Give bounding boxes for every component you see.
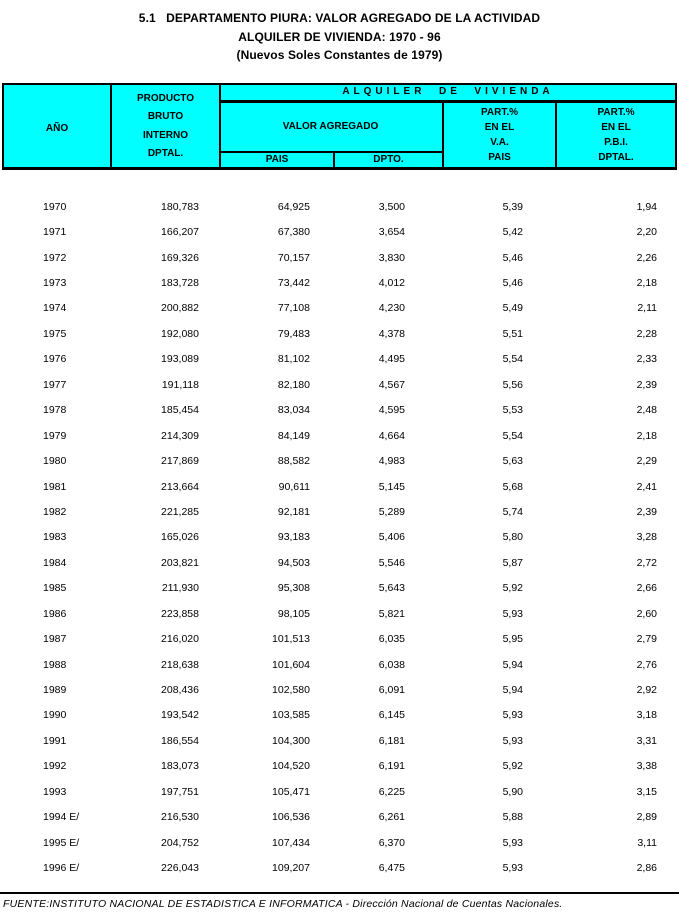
title-block: [0, 9, 679, 65]
cell-va-dpto: 4,012: [378, 277, 405, 290]
cell-year: 1980: [43, 455, 67, 468]
cell-va-pais: 92,181: [277, 505, 310, 518]
table-row: [0, 855, 679, 880]
cell-va-pais: 95,308: [277, 582, 310, 595]
cell-va-pais: 84,149: [277, 429, 310, 442]
table-row: [0, 830, 679, 855]
cell-part-va: 5,93: [502, 709, 523, 722]
cell-pbi: 200,882: [161, 302, 199, 315]
table-row: [0, 423, 679, 448]
column-header-line: EN EL: [484, 122, 515, 133]
cell-va-pais: 79,483: [277, 327, 310, 340]
cell-va-dpto: 3,500: [378, 200, 405, 213]
cell-va-pais: 94,503: [277, 556, 310, 569]
cell-year: 1972: [43, 251, 67, 264]
cell-part-pbi: 2,89: [636, 811, 657, 824]
cell-part-va: 5,46: [502, 251, 523, 264]
cell-va-pais: 73,442: [277, 277, 310, 290]
table-row: [0, 550, 679, 575]
column-header-dpto: DPTO.: [373, 154, 404, 165]
table-row: [0, 398, 679, 423]
cell-va-pais: 98,105: [277, 607, 310, 620]
table-row: [0, 728, 679, 753]
cell-part-pbi: 3,28: [636, 531, 657, 544]
cell-year: 1990: [43, 709, 67, 722]
cell-pbi: 166,207: [161, 226, 199, 239]
cell-part-pbi: 2,60: [636, 607, 657, 620]
cell-part-pbi: 3,38: [636, 760, 657, 773]
cell-va-dpto: 6,145: [378, 709, 405, 722]
table-row: [0, 805, 679, 830]
cell-va-pais: 82,180: [277, 378, 310, 391]
cell-va-pais: 93,183: [277, 531, 310, 544]
cell-va-dpto: 6,370: [378, 836, 405, 849]
cell-va-dpto: 4,983: [378, 455, 405, 468]
cell-part-va: 5,90: [502, 785, 523, 798]
cell-part-va: 5,93: [502, 862, 523, 875]
cell-year: 1977: [43, 378, 67, 391]
cell-pbi: 216,020: [161, 633, 199, 646]
column-header-part-va: [444, 103, 555, 167]
table-row: [0, 270, 679, 295]
cell-part-pbi: 2,39: [636, 378, 657, 391]
cell-part-pbi: 3,11: [637, 836, 657, 849]
cell-year: 1984: [43, 556, 67, 569]
cell-pbi: 204,752: [161, 836, 199, 849]
cell-va-pais: 104,520: [272, 760, 310, 773]
cell-pbi: 165,026: [161, 531, 199, 544]
column-header-line: PAIS: [488, 152, 511, 163]
cell-va-dpto: 5,643: [378, 582, 405, 595]
cell-year: 1975: [43, 327, 67, 340]
column-header-line: PART.%: [480, 107, 519, 118]
cell-pbi: 226,043: [161, 862, 199, 875]
cell-part-pbi: 3,18: [636, 709, 657, 722]
cell-year: 1983: [43, 531, 67, 544]
cell-va-pais: 70,157: [277, 251, 310, 264]
table-row: [0, 474, 679, 499]
cell-part-pbi: 2,41: [636, 480, 657, 493]
column-header-line: DPTAL.: [147, 148, 184, 160]
column-header-line: INTERNO: [143, 129, 188, 141]
cell-va-dpto: 6,225: [378, 785, 405, 798]
cell-pbi: 193,542: [161, 709, 199, 722]
cell-va-dpto: 3,654: [378, 226, 405, 239]
cell-part-va: 5,53: [502, 404, 523, 417]
cell-pbi: 191,118: [161, 378, 199, 391]
table-row: [0, 499, 679, 524]
cell-part-va: 5,51: [502, 327, 523, 340]
cell-va-dpto: 4,378: [378, 327, 405, 340]
cell-part-va: 5,93: [502, 836, 523, 849]
cell-year: 1981: [43, 480, 67, 493]
cell-pbi: 169,326: [161, 251, 199, 264]
cell-pbi: 221,285: [161, 505, 199, 518]
cell-part-va: 5,92: [502, 760, 523, 773]
cell-pbi: 203,821: [161, 556, 199, 569]
cell-year: 1971: [43, 226, 67, 239]
column-header-line: P.B.I.: [604, 137, 628, 148]
cell-year: 1995 E/: [43, 836, 80, 849]
cell-year: 1994 E/: [43, 811, 80, 824]
cell-pbi: 186,554: [161, 734, 199, 747]
cell-pbi: 185,454: [161, 404, 199, 417]
table-row: [0, 448, 679, 473]
cell-part-va: 5,56: [502, 378, 523, 391]
cell-va-pais: 104,300: [272, 734, 310, 747]
cell-part-pbi: 2,29: [636, 455, 657, 468]
cell-year: 1986: [43, 607, 67, 620]
cell-part-pbi: 2,76: [636, 658, 657, 671]
cell-year: 1982: [43, 505, 67, 518]
cell-va-pais: 109,207: [272, 862, 310, 875]
cell-year: 1976: [43, 353, 67, 366]
cell-part-pbi: 2,11: [637, 302, 657, 315]
table-row: [0, 296, 679, 321]
cell-part-va: 5,94: [502, 658, 523, 671]
column-header-line: EN EL: [601, 122, 631, 133]
footer-rule: [0, 892, 679, 894]
table-row: [0, 652, 679, 677]
column-header-pbi: [112, 85, 219, 167]
table-row: [0, 779, 679, 804]
cell-part-va: 5,42: [502, 226, 523, 239]
cell-part-pbi: 2,18: [636, 277, 657, 290]
cell-va-dpto: 5,145: [378, 480, 405, 493]
cell-part-pbi: 2,33: [636, 353, 657, 366]
cell-year: 1985: [43, 582, 67, 595]
cell-pbi: 208,436: [161, 684, 199, 697]
cell-pbi: 223,858: [161, 607, 199, 620]
column-group-header-valor-agregado: VALOR AGREGADO: [282, 121, 379, 132]
cell-part-va: 5,74: [502, 505, 523, 518]
cell-va-dpto: 5,289: [378, 505, 405, 518]
cell-part-va: 5,68: [502, 480, 523, 493]
cell-va-pais: 64,925: [277, 200, 310, 213]
cell-part-va: 5,92: [502, 582, 523, 595]
page-title: 5.1 DEPARTAMENTO PIURA: VALOR AGREGADO DE LA ACTIVIDAD: [138, 11, 541, 25]
cell-part-pbi: 2,66: [636, 582, 657, 595]
table-row: [0, 576, 679, 601]
cell-pbi: 193,089: [161, 353, 199, 366]
cell-part-pbi: 2,92: [636, 684, 657, 697]
cell-pbi: 218,638: [161, 658, 199, 671]
cell-va-pais: 102,580: [272, 684, 310, 697]
cell-va-pais: 67,380: [277, 226, 310, 239]
cell-va-dpto: 4,230: [378, 302, 405, 315]
cell-va-dpto: 4,664: [378, 429, 405, 442]
cell-va-pais: 101,604: [272, 658, 310, 671]
cell-part-va: 5,49: [502, 302, 523, 315]
cell-part-pbi: 2,20: [636, 226, 657, 239]
cell-va-pais: 106,536: [272, 811, 310, 824]
column-header-ano: AÑO: [45, 123, 69, 134]
table-header: [2, 83, 677, 170]
cell-year: 1973: [43, 277, 67, 290]
cell-va-pais: 105,471: [272, 785, 310, 798]
cell-va-pais: 81,102: [277, 353, 310, 366]
table-row: [0, 194, 679, 219]
source-note: FUENTE:INSTITUTO NACIONAL DE ESTADISTICA E INFORMATICA - Dirección Nacional de Cuentas Nacionales.: [3, 898, 563, 910]
header-divider: [219, 151, 444, 153]
cell-year: 1996 E/: [43, 862, 80, 875]
cell-part-pbi: 3,31: [636, 734, 657, 747]
cell-pbi: 183,728: [161, 277, 199, 290]
cell-year: 1978: [43, 404, 67, 417]
cell-part-va: 5,94: [502, 684, 523, 697]
cell-year: 1989: [43, 684, 67, 697]
cell-part-pbi: 3,15: [636, 785, 657, 798]
cell-va-dpto: 5,821: [378, 607, 405, 620]
cell-va-dpto: 6,191: [378, 760, 405, 773]
column-header-line: V.A.: [490, 137, 509, 148]
cell-part-pbi: 1,94: [636, 200, 657, 213]
cell-part-va: 5,87: [502, 556, 523, 569]
cell-va-pais: 77,108: [277, 302, 310, 315]
cell-part-va: 5,93: [502, 607, 523, 620]
cell-part-va: 5,95: [502, 633, 523, 646]
cell-va-dpto: 6,091: [378, 684, 405, 697]
table-row: [0, 219, 679, 244]
column-group-header-alquiler: ALQUILER DE VIVIENDA: [342, 86, 554, 97]
cell-year: 1988: [43, 658, 67, 671]
table-row: [0, 601, 679, 626]
cell-va-pais: 107,434: [272, 836, 310, 849]
cell-year: 1993: [43, 785, 67, 798]
cell-pbi: 183,073: [161, 760, 199, 773]
cell-pbi: 180,783: [161, 200, 199, 213]
table-row: [0, 347, 679, 372]
cell-va-dpto: 6,181: [378, 734, 405, 747]
page-subtitle: ALQUILER DE VIVIENDA: 1970 - 96: [238, 29, 441, 44]
cell-va-pais: 103,585: [272, 709, 310, 722]
cell-year: 1992: [43, 760, 67, 773]
cell-part-va: 5,54: [502, 429, 523, 442]
table-row: [0, 677, 679, 702]
cell-year: 1974: [43, 302, 67, 315]
cell-year: 1970: [43, 200, 67, 213]
cell-va-dpto: 3,830: [378, 251, 405, 264]
table-body: [0, 194, 679, 881]
table-row: [0, 626, 679, 651]
table-row: [0, 372, 679, 397]
cell-va-dpto: 4,495: [378, 353, 405, 366]
page-units-note: (Nuevos Soles Constantes de 1979): [236, 48, 443, 62]
table-row: [0, 245, 679, 270]
cell-part-pbi: 2,26: [636, 251, 657, 264]
cell-part-va: 5,80: [502, 531, 523, 544]
cell-part-pbi: 2,48: [636, 404, 657, 417]
cell-part-va: 5,93: [502, 734, 523, 747]
cell-va-dpto: 6,038: [378, 658, 405, 671]
cell-part-pbi: 2,28: [636, 327, 657, 340]
cell-va-pais: 83,034: [277, 404, 310, 417]
cell-va-dpto: 4,567: [378, 378, 405, 391]
cell-year: 1991: [43, 734, 67, 747]
cell-va-pais: 90,611: [278, 480, 310, 493]
table-row: [0, 321, 679, 346]
column-header-part-pbi: [557, 103, 675, 167]
cell-va-dpto: 6,035: [378, 633, 405, 646]
column-header-line: PART.%: [597, 107, 635, 118]
cell-va-dpto: 5,406: [378, 531, 405, 544]
cell-va-dpto: 6,261: [378, 811, 405, 824]
cell-part-pbi: 2,72: [636, 556, 657, 569]
column-header-line: DPTAL.: [598, 152, 634, 163]
cell-part-va: 5,63: [502, 455, 523, 468]
cell-pbi: 192,080: [161, 327, 199, 340]
table-row: [0, 525, 679, 550]
table-row: [0, 703, 679, 728]
cell-year: 1987: [43, 633, 67, 646]
cell-year: 1979: [43, 429, 67, 442]
cell-va-pais: 88,582: [277, 455, 310, 468]
cell-va-dpto: 6,475: [378, 862, 405, 875]
column-header-pais: PAIS: [265, 154, 289, 165]
cell-part-va: 5,54: [502, 353, 523, 366]
cell-part-pbi: 2,79: [636, 633, 657, 646]
cell-pbi: 213,664: [161, 480, 199, 493]
cell-va-dpto: 5,546: [378, 556, 405, 569]
column-header-line: BRUTO: [147, 111, 184, 123]
cell-pbi: 214,309: [161, 429, 199, 442]
cell-part-va: 5,46: [502, 277, 523, 290]
cell-part-pbi: 2,18: [636, 429, 657, 442]
cell-pbi: 197,751: [161, 785, 199, 798]
cell-part-pbi: 2,86: [636, 862, 657, 875]
cell-pbi: 217,869: [161, 455, 199, 468]
column-header-line: PRODUCTO: [136, 92, 195, 104]
cell-part-va: 5,39: [502, 200, 523, 213]
cell-part-pbi: 2,39: [636, 505, 657, 518]
cell-pbi: 211,930: [161, 582, 199, 595]
cell-part-va: 5,88: [502, 811, 523, 824]
cell-pbi: 216,530: [161, 811, 199, 824]
cell-va-pais: 101,513: [272, 633, 310, 646]
cell-va-dpto: 4,595: [378, 404, 405, 417]
table-row: [0, 754, 679, 779]
